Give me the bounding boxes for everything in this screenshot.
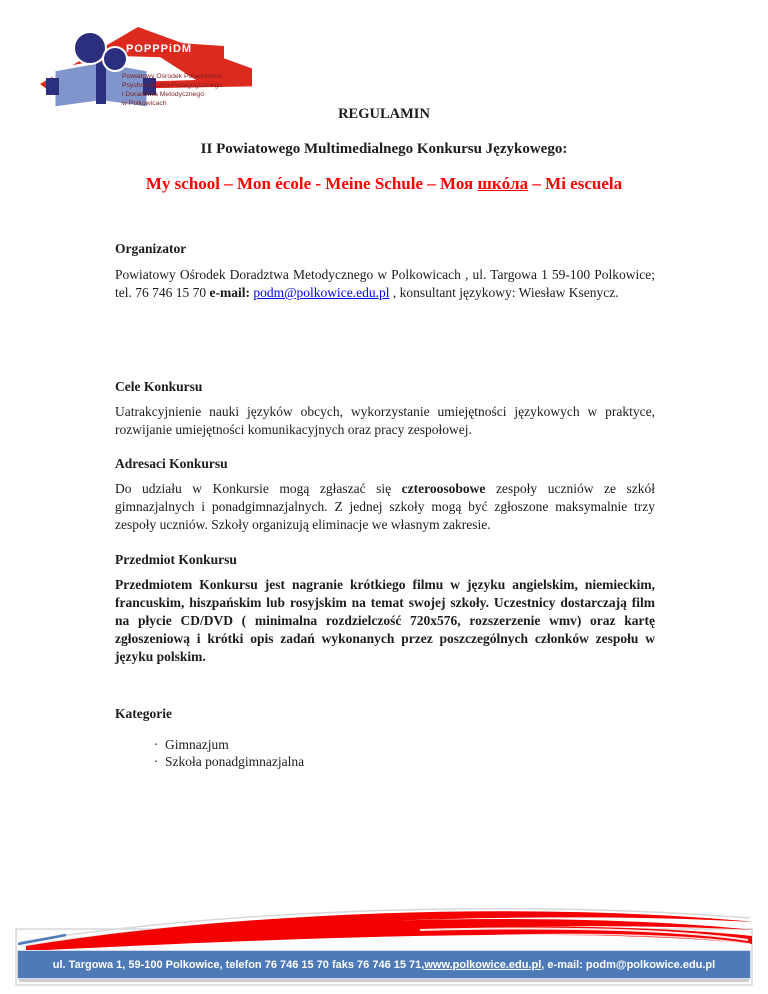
red-title-after: – Mi escuela [528,174,623,193]
competition-multilingual-title [0,174,768,194]
organizer-email-link[interactable]: podm@polkowice.edu.pl [253,285,390,300]
footer-text-after: , e-mail: podm@polkowice.edu.pl [541,958,716,971]
list-item-label: Gimnazjum [165,737,229,752]
kategorie-list [115,736,655,770]
list-item [115,753,655,770]
adresaci-text-before: Do udziału w Konkursie mogą zgłaszać się [115,481,402,496]
logo-org-line: Powiatowy Ośrodek Poradnictwa [122,73,222,80]
section-heading-kategorie: Kategorie [115,706,172,721]
section-heading-cele: Cele Konkursu [115,379,203,394]
cele-paragraph: Uatrakcyjnienie nauki języków obcych, wykorzystanie umiejętności językowych w praktyce, rozwijanie umiejętności komunikacyjnych oraz pracy zespołowej. [115,404,655,437]
reader-head-large [74,32,106,64]
organizator-paragraph [115,266,655,302]
document-subtitle: II Powiatowego Multimedialnego Konkursu Językowego: [200,141,568,157]
logo-org-line: w Polkowicach [122,100,167,107]
logo-acronym: POPPPiDM [126,43,193,55]
footer-swoosh-icon [0,902,768,994]
bullet-icon: · [153,754,159,769]
przedmiot-paragraph: Przedmiotem Konkursu jest nagranie krótkiego filmu w języku angielskim, niemieckim, francuskim, hiszpańskim lub rosyjskim na temat swojej szkoły. Uczestnicy dostarczają film na płycie CD/DVD ( minimalna rozdzielczość 720x576, rozszerzenie wmv) oraz kartę zgłoszeniową i krótki opis zadań wykonanych przez poszczególnych członków zespołu w języku polskim. [115,577,655,664]
logo-org-name [122,72,222,108]
email-label: e-mail: [209,285,254,300]
footer-website-link[interactable]: www.polkowice.edu.pl [424,958,542,971]
footer-banner [0,902,768,994]
footer-text-before: ul. Targowa 1, 59-100 Polkowice, telefon 76 746 15 70 faks 76 746 15 71, [52,958,425,971]
bullet-icon: · [153,737,159,752]
section-heading-organizator: Organizator [115,241,187,256]
section-heading-przedmiot: Przedmiot Konkursu [115,552,237,567]
organizator-text-before: Powiatowy Ośrodek Doradztwa Metodycznego w Polkowicach , ul. Targowa 1 59-100 Polkowice; tel. 76 746 15 70 [115,267,655,300]
reader-head-small [103,47,127,71]
adresaci-paragraph [115,480,655,534]
red-title-underlined: шкóла [477,174,529,193]
logo-org-line: Psychologiczno-Pedagogicznego [122,82,223,89]
document-title: REGULAMIN [338,106,430,122]
popppidm-logo [38,26,252,110]
logo-org-line: i Doradztwa Metodycznego [122,91,204,98]
section-heading-adresaci: Adresaci Konkursu [115,456,228,471]
list-item [115,736,655,753]
book-spine [96,62,106,104]
red-title-before: My school – Mon école - Meine Schule – Моя [145,174,478,193]
list-item-label: Szkoła ponadgimnazjalna [165,754,305,769]
book-left-tab [46,78,59,95]
footer-address-bar [17,950,751,979]
adresaci-bold-term: czteroosobowe [401,481,486,496]
adresaci-text-after: zespoły uczniów ze szkół gimnazjalnych i ponadgimnazjalnych. Z jednej szkoły mogą być zgłoszone maksymalnie trzy zespoły uczniów. Szkoły organizują eliminacje we własnym zakresie. [115,481,655,532]
book-left-page [54,62,98,108]
organizator-text-after: , konsultant językowy: Wiesław Ksenycz. [389,285,619,300]
